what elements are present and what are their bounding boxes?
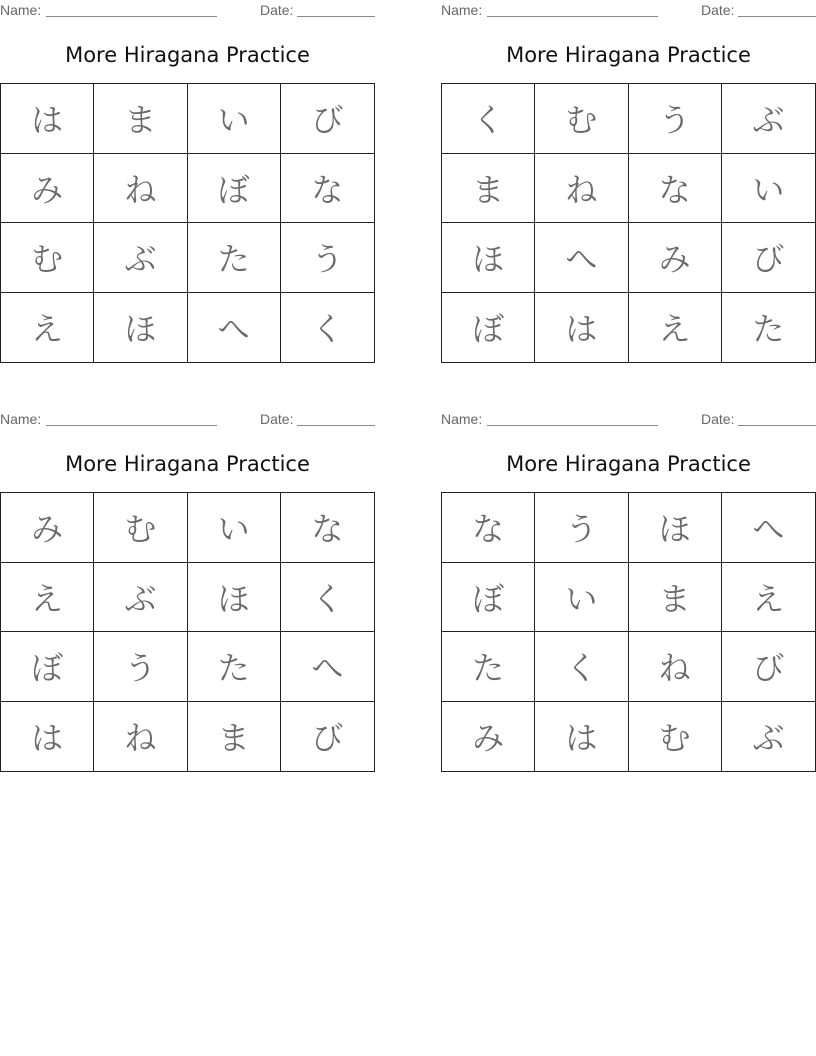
- date-blank-line[interactable]: [297, 425, 375, 426]
- hiragana-cell: み: [629, 223, 722, 293]
- date-label: Date:: [260, 2, 294, 18]
- name-label: Name:: [441, 2, 483, 18]
- hiragana-cell: た: [752, 310, 785, 349]
- hiragana-cell: く: [311, 310, 344, 349]
- hiragana-cell: ほ: [188, 563, 281, 633]
- name-blank-line[interactable]: [487, 16, 658, 17]
- hiragana-grid: [441, 492, 816, 772]
- hiragana-cell: へ: [722, 493, 815, 563]
- hiragana-cell: ね: [94, 702, 187, 772]
- hiragana-grid: [441, 83, 816, 363]
- hiragana-cell: へ: [535, 223, 628, 293]
- name-date-header: [0, 2, 375, 18]
- hiragana-cell: い: [188, 84, 281, 154]
- hiragana-cell: ぼ: [442, 563, 535, 633]
- hiragana-cell: み: [1, 154, 94, 224]
- name-blank-line[interactable]: [46, 16, 217, 17]
- name-date-header: [441, 2, 816, 18]
- date-label: Date:: [701, 2, 735, 18]
- practice-sheet: [0, 0, 375, 365]
- hiragana-cell: ま: [442, 154, 535, 224]
- hiragana-cell: び: [311, 719, 344, 758]
- name-label: Name:: [441, 411, 483, 427]
- hiragana-cell: ほ: [94, 293, 187, 363]
- hiragana-cell: う: [535, 493, 628, 563]
- hiragana-cell: え: [1, 293, 94, 363]
- date-blank-line[interactable]: [297, 16, 375, 17]
- name-label: Name:: [0, 2, 42, 18]
- sheet-title: More Hiragana Practice: [65, 43, 310, 67]
- hiragana-cell: み: [442, 702, 535, 772]
- practice-sheet: [441, 0, 816, 365]
- hiragana-cell: ほ: [629, 493, 722, 563]
- name-blank-line[interactable]: [487, 425, 658, 426]
- hiragana-cell: な: [442, 493, 535, 563]
- sheet-title: More Hiragana Practice: [506, 43, 751, 67]
- hiragana-cell: く: [281, 563, 374, 633]
- hiragana-cell: う: [281, 223, 374, 293]
- hiragana-cell: は: [535, 293, 628, 363]
- hiragana-cell: ぼ: [442, 293, 535, 363]
- hiragana-cell: む: [94, 493, 187, 563]
- name-label: Name:: [0, 411, 42, 427]
- hiragana-cell: え: [1, 563, 94, 633]
- hiragana-cell: み: [1, 493, 94, 563]
- date-blank-line[interactable]: [738, 425, 816, 426]
- hiragana-cell: ま: [94, 84, 187, 154]
- hiragana-cell: ぼ: [1, 632, 94, 702]
- hiragana-cell: た: [188, 223, 281, 293]
- name-date-header: [441, 411, 816, 427]
- hiragana-cell: ね: [94, 154, 187, 224]
- hiragana-cell: ぼ: [188, 154, 281, 224]
- hiragana-cell: へ: [188, 293, 281, 363]
- hiragana-cell: む: [629, 702, 722, 772]
- hiragana-cell: た: [188, 632, 281, 702]
- name-date-header: [0, 411, 375, 427]
- date-blank-line[interactable]: [738, 16, 816, 17]
- hiragana-grid: [0, 492, 375, 772]
- hiragana-grid: [0, 83, 375, 363]
- date-label: Date:: [701, 411, 735, 427]
- hiragana-cell: ね: [535, 154, 628, 224]
- hiragana-cell: ぶ: [94, 223, 187, 293]
- hiragana-cell: び: [281, 84, 374, 154]
- hiragana-cell: は: [1, 84, 94, 154]
- hiragana-cell: い: [722, 154, 815, 224]
- hiragana-cell: な: [281, 154, 374, 224]
- hiragana-cell: い: [188, 493, 281, 563]
- sheet-title: More Hiragana Practice: [65, 452, 310, 476]
- date-label: Date:: [260, 411, 294, 427]
- hiragana-cell: ぶ: [94, 563, 187, 633]
- hiragana-cell: へ: [281, 632, 374, 702]
- hiragana-cell: う: [629, 84, 722, 154]
- hiragana-cell: く: [442, 84, 535, 154]
- hiragana-cell: い: [535, 563, 628, 633]
- sheet-title: More Hiragana Practice: [506, 452, 751, 476]
- hiragana-cell: く: [535, 632, 628, 702]
- hiragana-cell: び: [722, 632, 815, 702]
- hiragana-cell: ほ: [442, 223, 535, 293]
- name-blank-line[interactable]: [46, 425, 217, 426]
- practice-sheet: [441, 409, 816, 774]
- hiragana-cell: ぶ: [752, 719, 785, 758]
- hiragana-cell: む: [535, 84, 628, 154]
- hiragana-cell: ね: [629, 632, 722, 702]
- hiragana-cell: な: [281, 493, 374, 563]
- hiragana-cell: え: [629, 293, 722, 363]
- hiragana-cell: む: [1, 223, 94, 293]
- hiragana-cell: は: [535, 702, 628, 772]
- hiragana-cell: た: [442, 632, 535, 702]
- hiragana-cell: な: [629, 154, 722, 224]
- hiragana-cell: え: [722, 563, 815, 633]
- hiragana-cell: う: [94, 632, 187, 702]
- hiragana-cell: び: [722, 223, 815, 293]
- hiragana-cell: ま: [188, 702, 281, 772]
- hiragana-cell: は: [1, 702, 94, 772]
- hiragana-cell: ぶ: [722, 84, 815, 154]
- hiragana-cell: ま: [629, 563, 722, 633]
- practice-sheet: [0, 409, 375, 774]
